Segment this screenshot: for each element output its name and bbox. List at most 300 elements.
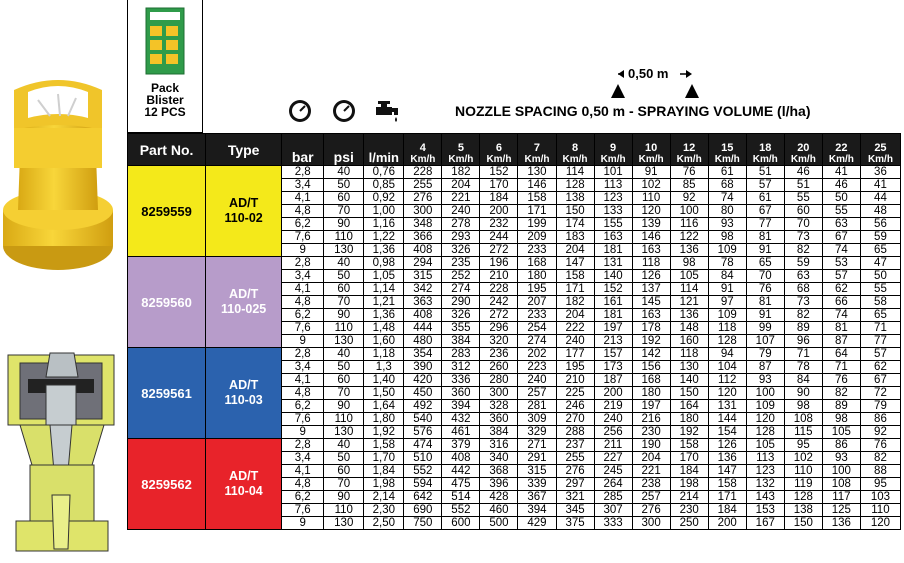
table-cell: 70 [324, 387, 364, 400]
table-cell: 103 [860, 491, 900, 504]
table-cell: 276 [632, 504, 670, 517]
table-cell: 98 [708, 231, 746, 244]
table-cell: 552 [404, 465, 442, 478]
header-speed-7 [518, 134, 556, 166]
nozzle-cross-section [6, 345, 118, 555]
table-cell: 108 [822, 478, 860, 491]
table-cell: 227 [594, 452, 632, 465]
table-cell: 56 [860, 218, 900, 231]
header-speed-value: 20 [797, 142, 810, 154]
table-cell: 152 [594, 283, 632, 296]
table-cell: 89 [822, 400, 860, 413]
header-speed-value: 15 [721, 142, 734, 154]
table-cell: 92 [670, 192, 708, 205]
table-cell: 158 [556, 270, 594, 283]
table-cell: 1,84 [364, 465, 404, 478]
table-cell: 130 [670, 361, 708, 374]
table-cell: 140 [670, 374, 708, 387]
table-cell: 150 [670, 387, 708, 400]
table-cell: 65 [860, 244, 900, 257]
table-cell: 240 [556, 335, 594, 348]
header-speed-value: 12 [683, 142, 696, 154]
table-cell: 238 [632, 478, 670, 491]
table-cell: 272 [480, 244, 518, 257]
table-cell: 62 [822, 283, 860, 296]
table-cell: 130 [324, 426, 364, 439]
table-cell: 91 [708, 283, 746, 296]
table-cell: 60 [324, 283, 364, 296]
table-cell: 6,2 [282, 491, 324, 504]
table-cell: 348 [404, 218, 442, 231]
table-cell: 7,6 [282, 322, 324, 335]
table-cell: 82 [784, 309, 822, 322]
table-cell: 67 [746, 205, 784, 218]
table-cell: 6,2 [282, 218, 324, 231]
table-cell: 196 [480, 257, 518, 270]
table-cell: 355 [442, 322, 480, 335]
blister-pack-image [142, 6, 188, 76]
table-cell: 9 [282, 335, 324, 348]
table-cell: 136 [670, 244, 708, 257]
table-cell: 9 [282, 517, 324, 530]
table-cell: 1,18 [364, 348, 404, 361]
table-cell: 91 [746, 244, 784, 257]
table-cell: 320 [480, 335, 518, 348]
header-part-no: Part No. [128, 134, 206, 166]
table-cell: 293 [442, 231, 480, 244]
table-cell: 1,00 [364, 205, 404, 218]
table-cell: 429 [518, 517, 556, 530]
table-cell: 58 [860, 296, 900, 309]
table-cell: 209 [518, 231, 556, 244]
table-cell: 354 [404, 348, 442, 361]
table-cell: 276 [404, 192, 442, 205]
nozzle-type-cell [206, 257, 282, 348]
table-cell: 168 [518, 257, 556, 270]
table-cell: 177 [556, 348, 594, 361]
table-cell: 70 [324, 205, 364, 218]
water-tap-icon [374, 101, 402, 123]
table-cell: 113 [746, 452, 784, 465]
table-cell: 460 [480, 504, 518, 517]
table-row [128, 257, 901, 270]
table-cell: 254 [518, 322, 556, 335]
table-cell: 126 [632, 270, 670, 283]
table-cell: 123 [594, 192, 632, 205]
table-cell: 130 [324, 517, 364, 530]
table-cell: 182 [556, 296, 594, 309]
table-cell: 81 [746, 296, 784, 309]
header-speed-unit: Km/h [676, 154, 702, 165]
table-cell: 180 [518, 270, 556, 283]
table-cell: 390 [404, 361, 442, 374]
table-cell: 180 [670, 413, 708, 426]
table-cell: 150 [784, 517, 822, 530]
table-cell: 140 [594, 270, 632, 283]
table-cell: 408 [404, 309, 442, 322]
table-cell: 552 [442, 504, 480, 517]
table-cell: 281 [518, 400, 556, 413]
table-cell: 123 [746, 465, 784, 478]
table-cell: 89 [784, 322, 822, 335]
table-cell: 158 [708, 478, 746, 491]
table-cell: 300 [480, 387, 518, 400]
table-cell: 47 [860, 257, 900, 270]
header-speed-unit: Km/h [486, 154, 512, 165]
table-cell: 76 [822, 374, 860, 387]
table-cell: 288 [556, 426, 594, 439]
table-cell: 228 [480, 283, 518, 296]
table-cell: 88 [860, 465, 900, 478]
table-cell: 510 [404, 452, 442, 465]
table-cell: 113 [594, 179, 632, 192]
header-speed-unit: Km/h [828, 154, 854, 165]
header-speed-6 [480, 134, 518, 166]
table-cell: 138 [556, 192, 594, 205]
nozzle-type-line: 110-025 [221, 302, 267, 316]
table-cell: 204 [442, 179, 480, 192]
table-cell: 50 [324, 452, 364, 465]
table-cell: 112 [708, 374, 746, 387]
part-number-cell: 8259561 [128, 348, 206, 439]
table-cell: 379 [442, 439, 480, 452]
table-cell: 55 [822, 205, 860, 218]
table-cell: 64 [822, 348, 860, 361]
pressure-gauge-bar-icon [288, 99, 312, 123]
table-cell: 110 [324, 322, 364, 335]
table-cell: 44 [860, 192, 900, 205]
table-cell: 163 [632, 309, 670, 322]
table-cell: 0,76 [364, 166, 404, 179]
table-cell: 130 [324, 244, 364, 257]
table-cell: 428 [480, 491, 518, 504]
table-cell: 204 [556, 244, 594, 257]
table-cell: 98 [822, 413, 860, 426]
table-cell: 67 [860, 374, 900, 387]
table-cell: 61 [746, 192, 784, 205]
table-cell: 77 [746, 218, 784, 231]
table-cell: 326 [442, 309, 480, 322]
table-cell: 130 [324, 335, 364, 348]
nozzle-type-line: 110-04 [224, 484, 263, 498]
table-cell: 363 [404, 296, 442, 309]
header-speed-25 [860, 134, 900, 166]
table-cell: 81 [746, 231, 784, 244]
table-cell: 93 [708, 218, 746, 231]
spacing-label: 0,50 m [628, 66, 669, 81]
table-cell: 444 [404, 322, 442, 335]
table-cell: 93 [822, 452, 860, 465]
table-cell: 2,14 [364, 491, 404, 504]
table-cell: 221 [442, 192, 480, 205]
table-cell: 147 [708, 465, 746, 478]
table-cell: 128 [784, 491, 822, 504]
table-cell: 233 [518, 244, 556, 257]
table-cell: 152 [480, 166, 518, 179]
table-cell: 146 [632, 231, 670, 244]
table-cell: 180 [632, 387, 670, 400]
table-cell: 210 [480, 270, 518, 283]
table-cell: 342 [404, 283, 442, 296]
table-cell: 143 [746, 491, 784, 504]
table-cell: 120 [632, 205, 670, 218]
table-cell: 276 [556, 465, 594, 478]
table-cell: 219 [594, 400, 632, 413]
table-cell: 290 [442, 296, 480, 309]
header-speed-unit: Km/h [752, 154, 778, 165]
table-cell: 120 [746, 413, 784, 426]
table-cell: 1,60 [364, 335, 404, 348]
table-cell: 50 [860, 270, 900, 283]
table-cell: 72 [860, 387, 900, 400]
table-cell: 420 [404, 374, 442, 387]
table-cell: 245 [594, 465, 632, 478]
table-cell: 50 [822, 192, 860, 205]
table-cell: 187 [594, 374, 632, 387]
table-cell: 442 [442, 465, 480, 478]
table-cell: 59 [784, 257, 822, 270]
table-cell: 74 [708, 192, 746, 205]
table-cell: 40 [324, 257, 364, 270]
table-cell: 163 [632, 244, 670, 257]
table-cell: 394 [518, 504, 556, 517]
table-cell: 79 [860, 400, 900, 413]
table-cell: 158 [670, 439, 708, 452]
table-cell: 4,1 [282, 374, 324, 387]
table-cell: 171 [518, 205, 556, 218]
table-cell: 474 [404, 439, 442, 452]
table-cell: 76 [860, 439, 900, 452]
table-cell: 90 [324, 309, 364, 322]
table-cell: 99 [746, 322, 784, 335]
table-cell: 255 [404, 179, 442, 192]
table-cell: 274 [442, 283, 480, 296]
table-cell: 255 [556, 452, 594, 465]
table-cell: 280 [480, 374, 518, 387]
table-cell: 65 [746, 257, 784, 270]
table-cell: 230 [632, 426, 670, 439]
table-cell: 82 [784, 244, 822, 257]
table-cell: 50 [324, 270, 364, 283]
table-cell: 100 [670, 205, 708, 218]
table-cell: 82 [860, 452, 900, 465]
table-cell: 146 [518, 179, 556, 192]
table-cell: 2,8 [282, 348, 324, 361]
table-cell: 9 [282, 244, 324, 257]
table-cell: 1,64 [364, 400, 404, 413]
nozzle-type-cell [206, 166, 282, 257]
table-cell: 128 [556, 179, 594, 192]
table-cell: 76 [670, 166, 708, 179]
table-cell: 230 [670, 504, 708, 517]
table-cell: 291 [518, 452, 556, 465]
table-cell: 221 [632, 465, 670, 478]
table-cell: 200 [708, 517, 746, 530]
table-cell: 131 [708, 400, 746, 413]
table-cell: 195 [556, 361, 594, 374]
table-cell: 78 [708, 257, 746, 270]
table-cell: 408 [404, 244, 442, 257]
table-cell: 96 [784, 335, 822, 348]
table-cell: 70 [746, 270, 784, 283]
table-cell: 0,98 [364, 257, 404, 270]
table-cell: 600 [442, 517, 480, 530]
table-cell: 312 [442, 361, 480, 374]
table-cell: 100 [746, 387, 784, 400]
table-cell: 1,50 [364, 387, 404, 400]
header-speed-unit: Km/h [448, 154, 474, 165]
table-cell: 6,2 [282, 309, 324, 322]
table-cell: 1,40 [364, 374, 404, 387]
nozzle-spacing-diagram [600, 62, 720, 106]
table-cell: 65 [860, 309, 900, 322]
table-cell: 576 [404, 426, 442, 439]
table-cell: 170 [480, 179, 518, 192]
table-cell: 297 [556, 478, 594, 491]
table-cell: 109 [746, 400, 784, 413]
header-speed-value: 6 [495, 142, 502, 154]
part-number-cell: 8259560 [128, 257, 206, 348]
table-cell: 309 [518, 413, 556, 426]
table-cell: 240 [594, 413, 632, 426]
table-cell: 182 [442, 166, 480, 179]
table-cell: 57 [746, 179, 784, 192]
table-cell: 90 [784, 387, 822, 400]
table-cell: 122 [670, 231, 708, 244]
table-cell: 184 [480, 192, 518, 205]
table-cell: 62 [860, 361, 900, 374]
table-cell: 174 [556, 218, 594, 231]
table-cell: 110 [324, 504, 364, 517]
table-cell: 48 [860, 205, 900, 218]
table-cell: 173 [594, 361, 632, 374]
table-cell: 6,2 [282, 400, 324, 413]
table-cell: 329 [518, 426, 556, 439]
table-cell: 133 [594, 205, 632, 218]
table-cell: 137 [632, 283, 670, 296]
table-cell: 274 [518, 335, 556, 348]
table-cell: 41 [860, 179, 900, 192]
table-cell: 93 [746, 374, 784, 387]
table-cell: 260 [480, 361, 518, 374]
table-cell: 41 [822, 166, 860, 179]
table-cell: 142 [632, 348, 670, 361]
table-cell: 118 [632, 257, 670, 270]
table-cell: 50 [324, 179, 364, 192]
table-cell: 108 [784, 413, 822, 426]
table-cell: 71 [860, 322, 900, 335]
table-cell: 432 [442, 413, 480, 426]
table-cell: 270 [556, 413, 594, 426]
table-cell: 4,8 [282, 205, 324, 218]
table-cell: 71 [822, 361, 860, 374]
header-speed-12 [670, 134, 708, 166]
table-cell: 1,58 [364, 439, 404, 452]
table-cell: 294 [404, 257, 442, 270]
table-cell: 178 [632, 322, 670, 335]
table-cell: 60 [784, 205, 822, 218]
table-cell: 119 [784, 478, 822, 491]
table-cell: 316 [480, 439, 518, 452]
table-cell: 300 [404, 205, 442, 218]
table-cell: 98 [784, 400, 822, 413]
table-cell: 57 [860, 348, 900, 361]
table-cell: 272 [480, 309, 518, 322]
header-speed-22 [822, 134, 860, 166]
table-cell: 164 [670, 400, 708, 413]
table-cell: 480 [404, 335, 442, 348]
table-cell: 408 [442, 452, 480, 465]
table-cell: 394 [442, 400, 480, 413]
table-cell: 55 [784, 192, 822, 205]
table-cell: 70 [784, 218, 822, 231]
table-cell: 540 [404, 413, 442, 426]
table-cell: 244 [480, 231, 518, 244]
nozzle-type-line: AD/T [229, 196, 259, 210]
table-cell: 461 [442, 426, 480, 439]
table-cell: 91 [632, 166, 670, 179]
table-cell: 514 [442, 491, 480, 504]
table-cell: 368 [480, 465, 518, 478]
table-cell: 136 [708, 452, 746, 465]
table-cell: 240 [442, 205, 480, 218]
table-cell: 107 [746, 335, 784, 348]
table-cell: 171 [556, 283, 594, 296]
table-cell: 366 [404, 231, 442, 244]
table-cell: 136 [822, 517, 860, 530]
table-cell: 307 [594, 504, 632, 517]
table-cell: 114 [670, 283, 708, 296]
table-cell: 98 [670, 257, 708, 270]
table-cell: 102 [784, 452, 822, 465]
table-cell: 336 [442, 374, 480, 387]
header-speed-value: 8 [571, 142, 579, 154]
nozzle-type-cell [206, 439, 282, 530]
table-cell: 117 [822, 491, 860, 504]
table-cell: 84 [708, 270, 746, 283]
table-cell: 168 [632, 374, 670, 387]
table-cell: 2,30 [364, 504, 404, 517]
table-cell: 750 [404, 517, 442, 530]
table-cell: 82 [822, 387, 860, 400]
table-cell: 300 [632, 517, 670, 530]
table-cell: 450 [404, 387, 442, 400]
table-cell: 237 [556, 439, 594, 452]
table-cell: 68 [784, 283, 822, 296]
table-cell: 1,92 [364, 426, 404, 439]
table-cell: 3,4 [282, 452, 324, 465]
table-cell: 109 [708, 309, 746, 322]
table-cell: 118 [670, 348, 708, 361]
table-cell: 60 [324, 374, 364, 387]
table-cell: 95 [860, 478, 900, 491]
table-cell: 90 [324, 491, 364, 504]
table-cell: 68 [708, 179, 746, 192]
table-cell: 136 [670, 309, 708, 322]
table-cell: 321 [556, 491, 594, 504]
header-speed-value: 22 [835, 142, 848, 154]
table-cell: 500 [480, 517, 518, 530]
table-cell: 183 [556, 231, 594, 244]
header-speed-value: 9 [610, 142, 617, 154]
table-cell: 198 [670, 478, 708, 491]
header-speed-18 [746, 134, 784, 166]
table-cell: 36 [860, 166, 900, 179]
table-cell: 110 [784, 465, 822, 478]
table-cell: 340 [480, 452, 518, 465]
header-speed-9 [594, 134, 632, 166]
table-cell: 210 [556, 374, 594, 387]
